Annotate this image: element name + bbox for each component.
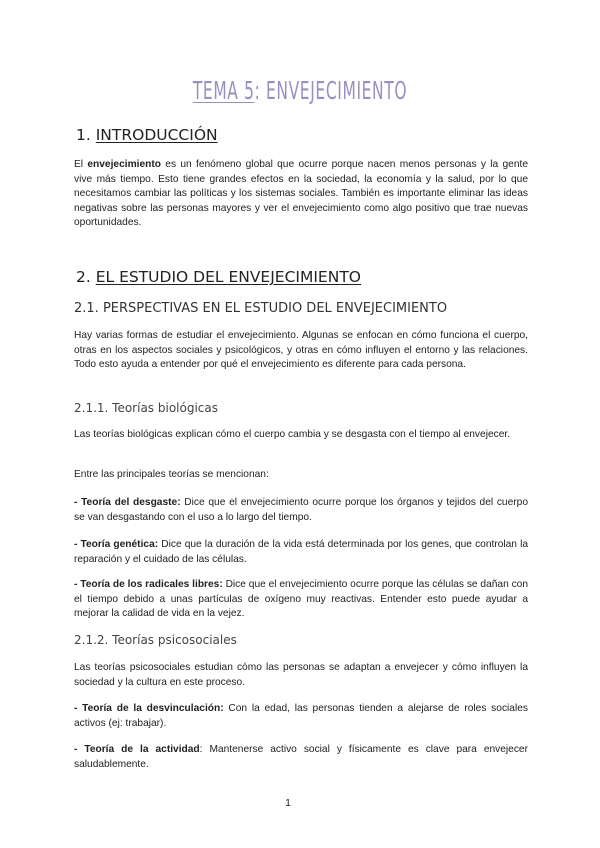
- section-number: 1.: [76, 126, 96, 144]
- bold-term: - Teoría genética:: [74, 539, 159, 550]
- bold-term: - Teoría de la desvinculación:: [74, 703, 224, 714]
- subsubsection-heading-biologicas: 2.1.1. Teorías biológicas: [74, 401, 218, 415]
- paragraph-introduccion: [74, 158, 528, 231]
- list-item-genetica: [74, 538, 528, 567]
- text: Dice que el envejecimiento ocurre porque los órganos y tejidos del cuerpo se van desgastando con el uso a lo largo del tiempo.: [74, 497, 528, 523]
- section-heading-estudio: [76, 268, 361, 286]
- paragraph-bio-list-intro: Entre las principales teorías se mencionan:: [74, 469, 269, 480]
- page-number: 1: [285, 797, 291, 809]
- subsection-heading-perspectivas: 2.1. PERSPECTIVAS EN EL ESTUDIO DEL ENVEJECIMIENTO: [74, 301, 448, 316]
- page-title: [114, 76, 486, 105]
- text: : Mantenerse activo social y físicamente es clave para envejecer saludablemente.: [74, 744, 528, 770]
- text: es un fenómeno global que ocurre porque nacen menos personas y la gente vive más tiempo. Esto tiene grandes efectos en la sociedad, la economía y la salud, por lo que necesitamos cambiar las políticas y los sistemas sociales. También es importante eliminar las ideas negativas sobre las personas mayores y ver el envejecimiento como algo positivo que trae nuevas oportunidades.: [74, 159, 528, 229]
- subsubsection-heading-psicosociales: 2.1.2. Teorías psicosociales: [74, 633, 237, 647]
- section-label: INTRODUCCIÓN: [95, 126, 218, 144]
- paragraph-perspectivas: Hay varias formas de estudiar el envejecimiento. Algunas se enfocan en cómo funciona el cuerpo, otras en los aspectos sociales y psicológicos, y otras en cómo influyen el entorno y las relaciones. Todo esto ayuda a entender por qué el envejecimiento es diferente para cada persona.: [74, 330, 528, 371]
- section-number: 2.: [76, 268, 96, 286]
- list-item-desvinculacion: [74, 702, 528, 731]
- bold-term: - Teoría del desgaste:: [74, 497, 181, 508]
- list-item-radicales: [74, 578, 528, 622]
- text: Dice que el envejecimiento ocurre porque las células se dañan con el tiempo debido a unas partículas de oxígeno muy reactivas. Entender esto puede ayudar a mejorar la calidad de vida en la vejez.: [74, 579, 528, 620]
- bold-term: - Teoría de la actividad: [74, 744, 200, 755]
- page-title-rest: : ENVEJECIMIENTO: [254, 76, 408, 105]
- section-label: EL ESTUDIO DEL ENVEJECIMIENTO: [95, 268, 361, 286]
- list-item-actividad: [74, 743, 528, 772]
- text: El: [74, 159, 88, 170]
- section-heading-introduccion: [76, 126, 218, 144]
- bold-term: envejecimiento: [87, 159, 161, 170]
- paragraph-bio-intro: Las teorías biológicas explican cómo el cuerpo cambia y se desgasta con el tiempo al envejecer.: [74, 429, 511, 440]
- list-item-desgaste: [74, 496, 528, 525]
- page-title-topic: TEMA 5: [192, 76, 255, 105]
- text: Dice que la duración de la vida está determinada por los genes, que controlan la reparación y el cuidado de las células.: [74, 539, 529, 565]
- paragraph-psico-intro: Las teorías psicosociales estudian cómo las personas se adaptan a envejecer y cómo influyen la sociedad y la cultura en este proceso.: [74, 662, 528, 688]
- text: Con la edad, las personas tienden a alejarse de roles sociales activos (ej: trabajar).: [74, 703, 528, 729]
- bold-term: - Teoría de los radicales libres:: [74, 579, 223, 590]
